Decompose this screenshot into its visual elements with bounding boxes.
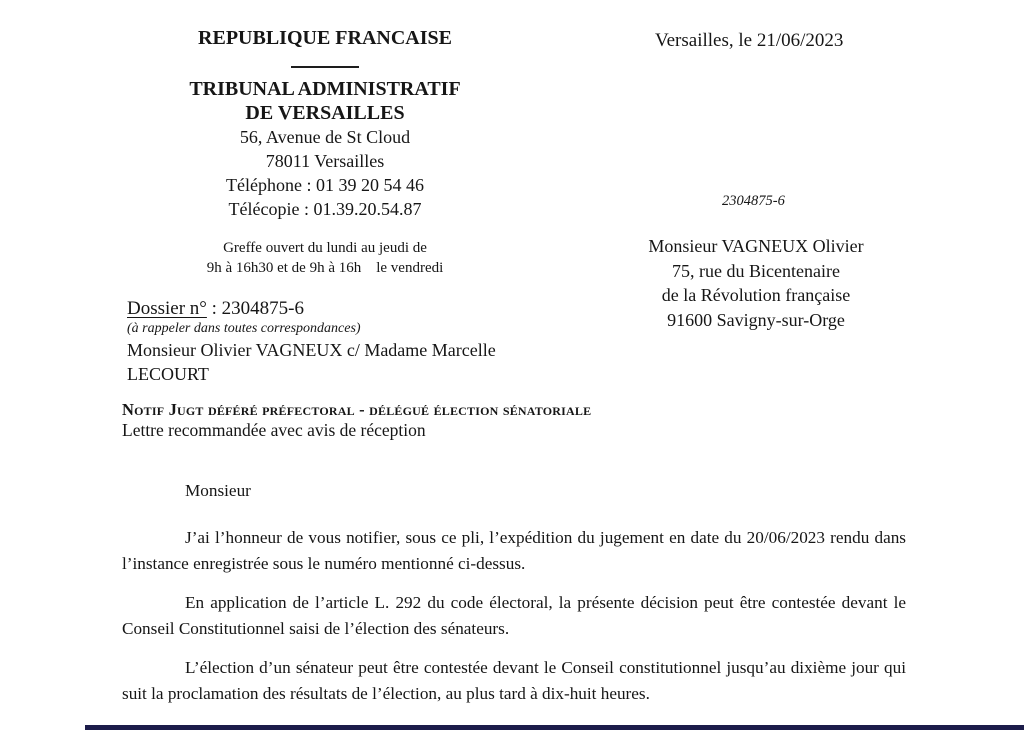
dossier-note: (à rappeler dans toutes correspondances) (127, 321, 361, 336)
date-line: Versailles, le 21/06/2023 (655, 30, 844, 51)
letterhead (158, 26, 492, 221)
body-paragraph-3: L’élection d’un sénateur peut être contestée devant le Conseil constitutionnel jusqu’au dixième jour qui suit la proclamation des résultats de l’élection, au plus tard à dix-huit heures. (122, 658, 906, 703)
recipient-street: 75, rue du Bicentenaire (672, 260, 840, 281)
dossier-block (127, 297, 557, 385)
recipient-name: Monsieur VAGNEUX Olivier (648, 236, 864, 256)
court-name-line2: DE VERSAILLES (245, 102, 405, 124)
recipient-street2: de la Révolution française (661, 285, 851, 305)
office-hours (158, 238, 492, 278)
letterhead-divider (291, 66, 359, 68)
dossier-number: : 2304875-6 (206, 298, 305, 319)
court-fax: Télécopie : 01.39.20.54.87 (228, 199, 422, 219)
salutation: Monsieur (185, 481, 251, 500)
letter-body (122, 478, 906, 720)
recipient-city: 91600 Savigny-sur-Orge (667, 309, 845, 330)
delivery-method: Lettre recommandée avec avis de réception (122, 420, 426, 440)
court-street: 56, Avenue de St Cloud (239, 127, 411, 147)
scan-artifact-bar (85, 725, 1024, 730)
office-hours-line2: 9h à 16h30 et de 9h à 16h le vendredi (206, 260, 444, 276)
body-paragraph-2: En application de l’article L. 292 du code électoral, la présente décision peut être contestée devant le Conseil Constitutionnel saisi de l’élection des sénateurs. (122, 593, 906, 638)
republic-title: REPUBLIQUE FRANCAISE (198, 27, 452, 49)
body-paragraph-1: J’ai l’honneur de vous notifier, sous ce pli, l’expédition du jugement en date du 20/06/2023 rendu dans l’instance enregistrée sous le numéro mentionné ci-dessus. (122, 528, 906, 573)
subject-title: Notif Jugt déféré préfectoral - délégué élection sénatoriale (122, 400, 592, 419)
subject-block (122, 400, 682, 441)
dossier-number-line (127, 297, 557, 320)
recipient-address (588, 234, 924, 332)
reference-number: 2304875-6 (722, 193, 785, 209)
court-phone: Téléphone : 01 39 20 54 46 (226, 175, 424, 195)
case-parties-line1: Monsieur Olivier VAGNEUX c/ Madame Marcelle (127, 340, 496, 360)
dossier-label: Dossier n° (127, 298, 207, 319)
court-name-line1: TRIBUNAL ADMINISTRATIF (189, 78, 461, 100)
court-city: 78011 Versailles (265, 151, 385, 171)
case-parties-line2: LECOURT (127, 364, 209, 384)
office-hours-line1: Greffe ouvert du lundi au jeudi de (223, 240, 427, 256)
